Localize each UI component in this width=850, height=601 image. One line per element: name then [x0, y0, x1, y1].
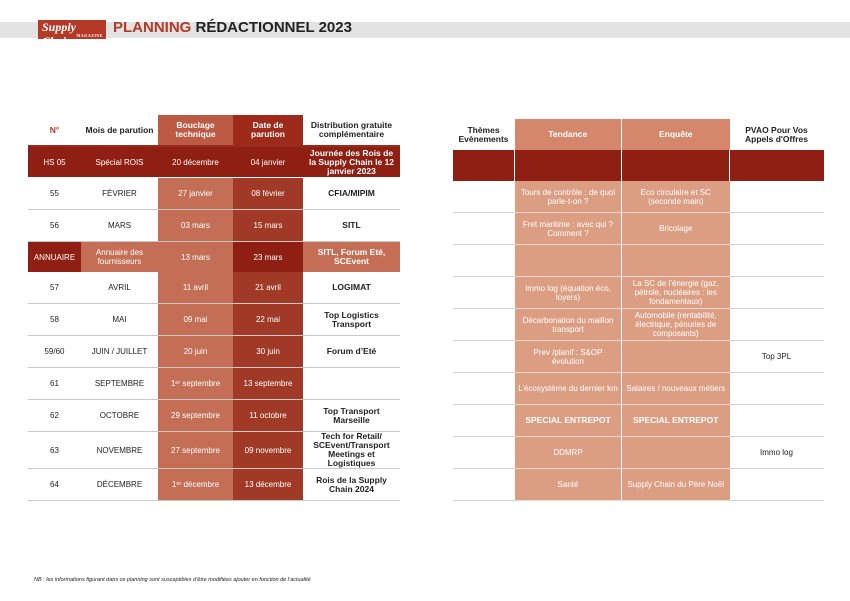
- cell-distribution: LOGIMAT: [303, 272, 400, 304]
- cell-bouclage: 20 décembre: [158, 146, 233, 178]
- cell-num: HS 05: [28, 146, 81, 178]
- cell-pvao: [730, 213, 824, 245]
- cell-enquete: Eco circulaire et SC (seconde main): [622, 181, 730, 213]
- cell-num: 58: [28, 304, 81, 336]
- right-planning-table: [452, 119, 824, 501]
- cell-date: 13 septembre: [233, 368, 303, 400]
- cell-pvao: [730, 469, 824, 501]
- cell-bouclage: 13 mars: [158, 242, 233, 273]
- cell-pvao: [730, 373, 824, 405]
- table-row: [28, 210, 400, 242]
- cell-date: 13 décembre: [233, 469, 303, 501]
- cell-pvao: [730, 181, 824, 213]
- cell-enquete: [622, 341, 730, 373]
- cell-bouclage: 27 septembre: [158, 432, 233, 469]
- cell-themes: [453, 405, 515, 437]
- cell-enquete: Automobile (rentabilité, électrique, pénuries de composants): [622, 309, 730, 341]
- logo-subtext: MAGAZINE: [76, 33, 103, 38]
- cell-pvao: Immo log: [730, 437, 824, 469]
- col-header-month: Mois de parution: [81, 115, 158, 146]
- cell-themes: [453, 245, 515, 277]
- cell-themes: [453, 181, 515, 213]
- right-header-row: [453, 119, 824, 150]
- cell-enquete: [622, 150, 730, 181]
- cell-month: MARS: [81, 210, 158, 242]
- col-header-enquete: Enquête: [622, 119, 730, 150]
- cell-themes: [453, 309, 515, 341]
- cell-month: AVRIL: [81, 272, 158, 304]
- table-row: [453, 341, 824, 373]
- table-row: [453, 405, 824, 437]
- table-row: [28, 368, 400, 400]
- cell-distribution: Top Logistics Transport: [303, 304, 400, 336]
- cell-bouclage: 1ᵉʳ septembre: [158, 368, 233, 400]
- cell-enquete: Bricolage: [622, 213, 730, 245]
- cell-date: 04 janvier: [233, 146, 303, 178]
- col-header-date: Date de parution: [233, 115, 303, 146]
- cell-month: FÉVRIER: [81, 178, 158, 210]
- cell-num: 63: [28, 432, 81, 469]
- cell-date: 11 octobre: [233, 400, 303, 432]
- cell-distribution: [303, 368, 400, 400]
- cell-distribution: Forum d’Eté: [303, 336, 400, 368]
- cell-tendance: Prev /planif : S&OP évolution: [515, 341, 622, 373]
- cell-enquete: [622, 245, 730, 277]
- cell-date: 09 novembre: [233, 432, 303, 469]
- cell-pvao: [730, 405, 824, 437]
- cell-month: SEPTEMBRE: [81, 368, 158, 400]
- cell-distribution: Journée des Rois de la Supply Chain le 12 janvier 2023: [303, 146, 400, 178]
- cell-enquete: SPECIAL ENTREPOT: [622, 405, 730, 437]
- cell-month: MAI: [81, 304, 158, 336]
- cell-tendance: SPECIAL ENTREPOT: [515, 405, 622, 437]
- cell-bouclage: 29 septembre: [158, 400, 233, 432]
- table-row: [453, 469, 824, 501]
- cell-distribution: Tech for Retail/ SCEvent/Transport Meetings et Logistiques: [303, 432, 400, 469]
- cell-num: ANNUAIRE: [28, 242, 81, 273]
- logo-text: Supply Chain: [42, 20, 77, 48]
- cell-date: 08 février: [233, 178, 303, 210]
- cell-month: Annuaire des fournisseurs: [81, 242, 158, 273]
- cell-distribution: CFIA/MIPIM: [303, 178, 400, 210]
- cell-tendance: Fret maritime : avec qui ? Comment ?: [515, 213, 622, 245]
- cell-tendance: Immo log (équation éco, loyers): [515, 277, 622, 309]
- col-header-pvao: PVAO Pour Vos Appels d'Offres: [745, 124, 808, 144]
- cell-distribution: Top Transport Marseille: [303, 400, 400, 432]
- col-header-distribution: Distribution gratuite complémentaire: [303, 115, 400, 146]
- cell-themes: [453, 373, 515, 405]
- cell-month: Spécial ROIS: [81, 146, 158, 178]
- cell-enquete: [622, 437, 730, 469]
- title-part2: RÉDACTIONNEL 2023: [195, 19, 352, 36]
- table-row-annuaire: [28, 242, 400, 273]
- cell-themes: [453, 150, 515, 181]
- cell-bouclage: 20 juin: [158, 336, 233, 368]
- cell-pvao: Top 3PL: [730, 341, 824, 373]
- cell-themes: [453, 213, 515, 245]
- table-row: [28, 272, 400, 304]
- table-row: [28, 178, 400, 210]
- cell-num: 62: [28, 400, 81, 432]
- footnote: NB : les informations figurant dans ce planning sont susceptibles d’être modifiées ajouter en fonction de l’actualité: [34, 577, 311, 583]
- table-row: [453, 213, 824, 245]
- magazine-logo: [38, 20, 106, 48]
- cell-pvao: [730, 309, 824, 341]
- table-row: [453, 245, 824, 277]
- cell-month: OCTOBRE: [81, 400, 158, 432]
- cell-bouclage: 27 janvier: [158, 178, 233, 210]
- table-row: [453, 373, 824, 405]
- table-row: [453, 309, 824, 341]
- cell-num: 64: [28, 469, 81, 501]
- cell-date: 23 mars: [233, 242, 303, 273]
- cell-tendance: L’écosystème du dernier km: [515, 373, 622, 405]
- cell-num: 56: [28, 210, 81, 242]
- cell-enquete: La SC de l’énergie (gaz, pétrole, nucléaires : les fondamentaux): [622, 277, 730, 309]
- table-row: [28, 432, 400, 469]
- table-row: [453, 437, 824, 469]
- cell-tendance: Décarbonation du maillon transport: [515, 309, 622, 341]
- cell-pvao: [730, 150, 824, 181]
- table-row: [28, 336, 400, 368]
- table-row: [28, 469, 400, 501]
- col-header-themes: Thèmes Evènements: [458, 124, 509, 144]
- cell-themes: [453, 341, 515, 373]
- cell-themes: [453, 277, 515, 309]
- col-header-bouclage: Bouclage technique: [158, 115, 233, 146]
- left-header-row: [28, 115, 400, 146]
- title-part1: PLANNING: [113, 19, 192, 36]
- cell-num: 57: [28, 272, 81, 304]
- cell-enquete: Supply Chain du Père Noël: [622, 469, 730, 501]
- cell-tendance: DDMRP: [515, 437, 622, 469]
- table-row: [453, 181, 824, 213]
- cell-month: DÉCEMBRE: [81, 469, 158, 501]
- cell-date: 30 juin: [233, 336, 303, 368]
- cell-num: 61: [28, 368, 81, 400]
- cell-bouclage: 1ᵉʳ décembre: [158, 469, 233, 501]
- table-row-hs: [28, 146, 400, 178]
- table-row: [28, 400, 400, 432]
- cell-themes: [453, 469, 515, 501]
- cell-tendance: Santé: [515, 469, 622, 501]
- cell-date: 22 mai: [233, 304, 303, 336]
- cell-pvao: [730, 245, 824, 277]
- cell-bouclage: 03 mars: [158, 210, 233, 242]
- col-header-num: N°: [28, 115, 81, 146]
- cell-distribution: Rois de la Supply Chain 2024: [303, 469, 400, 501]
- col-header-tendance: Tendance: [515, 119, 622, 150]
- cell-month: NOVEMBRE: [81, 432, 158, 469]
- table-row: [28, 304, 400, 336]
- cell-distribution: SITL: [303, 210, 400, 242]
- cell-enquete: Salaires / nouveaux métiers: [622, 373, 730, 405]
- table-row-hs: [453, 150, 824, 181]
- cell-pvao: [730, 277, 824, 309]
- cell-num: 55: [28, 178, 81, 210]
- cell-tendance: Tours de contrôle : de quoi parle-t-on ?: [515, 181, 622, 213]
- table-row: [453, 277, 824, 309]
- left-planning-table: [28, 115, 400, 501]
- cell-distribution: SITL, Forum Eté, SCEvent: [303, 242, 400, 273]
- cell-date: 15 mars: [233, 210, 303, 242]
- cell-bouclage: 09 mai: [158, 304, 233, 336]
- cell-date: 21 avril: [233, 272, 303, 304]
- cell-bouclage: 11 avril: [158, 272, 233, 304]
- cell-tendance: [515, 245, 622, 277]
- page-title: [113, 19, 352, 36]
- cell-month: JUIN / JUILLET: [81, 336, 158, 368]
- cell-num: 59/60: [28, 336, 81, 368]
- cell-tendance: [515, 150, 622, 181]
- cell-themes: [453, 437, 515, 469]
